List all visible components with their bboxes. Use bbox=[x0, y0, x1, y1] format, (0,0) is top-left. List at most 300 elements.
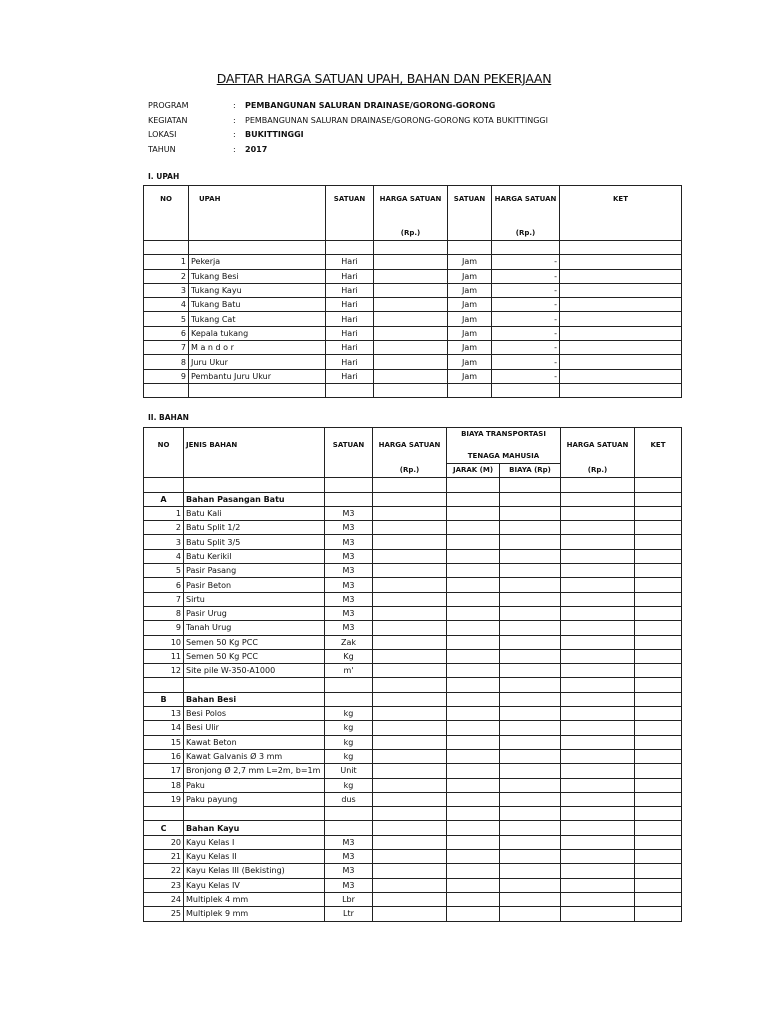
table-cell bbox=[144, 383, 189, 397]
table-cell bbox=[373, 621, 447, 635]
table-row bbox=[144, 664, 682, 678]
group-name: Bahan Pasangan Batu bbox=[184, 492, 325, 506]
header-biaya: BIAYA (Rp) bbox=[500, 464, 561, 478]
row-no: 24 bbox=[144, 892, 184, 906]
table-cell bbox=[373, 635, 447, 649]
table-cell bbox=[561, 892, 635, 906]
table-row bbox=[144, 578, 682, 592]
table-cell bbox=[373, 564, 447, 578]
header-upah: UPAH bbox=[189, 186, 326, 213]
table-cell bbox=[561, 707, 635, 721]
row-harga-satuan bbox=[374, 283, 448, 297]
row-satuan: M3 bbox=[325, 878, 373, 892]
table-cell bbox=[635, 621, 682, 635]
table-row bbox=[144, 850, 682, 864]
row-jenis-bahan: Bronjong Ø 2,7 mm L=2m, b=1m bbox=[184, 764, 325, 778]
row-no: 3 bbox=[144, 535, 184, 549]
row-no: 1 bbox=[144, 255, 189, 269]
row-jenis-bahan: Batu Split 3/5 bbox=[184, 535, 325, 549]
row-satuan-2: Jam bbox=[448, 283, 492, 297]
bahan-header-no: NO bbox=[144, 428, 184, 464]
table-cell bbox=[561, 764, 635, 778]
table-cell bbox=[447, 792, 500, 806]
row-no: 8 bbox=[144, 355, 189, 369]
spacer-row bbox=[144, 241, 682, 255]
table-cell bbox=[373, 878, 447, 892]
table-cell bbox=[561, 807, 635, 821]
table-cell bbox=[561, 521, 635, 535]
row-harga-satuan-2: - bbox=[492, 269, 560, 283]
table-cell bbox=[373, 578, 447, 592]
spacer-row bbox=[144, 383, 682, 397]
table-cell bbox=[500, 907, 561, 921]
table-cell bbox=[184, 807, 325, 821]
row-jenis-bahan: Tanah Urug bbox=[184, 621, 325, 635]
table-cell bbox=[500, 564, 561, 578]
row-jenis-bahan: Besi Ulir bbox=[184, 721, 325, 735]
table-cell bbox=[635, 606, 682, 620]
group-code: C bbox=[144, 821, 184, 835]
row-no: 20 bbox=[144, 835, 184, 849]
group-row bbox=[144, 692, 682, 706]
table-row bbox=[144, 521, 682, 535]
table-cell bbox=[325, 492, 373, 506]
row-satuan: M3 bbox=[325, 535, 373, 549]
table-cell bbox=[635, 864, 682, 878]
table-cell bbox=[635, 821, 682, 835]
table-cell bbox=[447, 764, 500, 778]
table-cell bbox=[635, 506, 682, 520]
table-cell bbox=[189, 383, 326, 397]
table-cell bbox=[373, 735, 447, 749]
row-harga-satuan-2: - bbox=[492, 326, 560, 340]
row-no: 4 bbox=[144, 549, 184, 563]
table-cell bbox=[447, 592, 500, 606]
row-satuan: Zak bbox=[325, 635, 373, 649]
table-cell bbox=[635, 892, 682, 906]
row-no: 17 bbox=[144, 764, 184, 778]
row-upah-name: M a n d o r bbox=[189, 341, 326, 355]
table-cell bbox=[447, 521, 500, 535]
row-harga-satuan-2: - bbox=[492, 355, 560, 369]
table-cell bbox=[447, 549, 500, 563]
table-cell bbox=[561, 621, 635, 635]
table-cell bbox=[635, 792, 682, 806]
row-harga-satuan bbox=[374, 298, 448, 312]
row-harga-satuan bbox=[374, 355, 448, 369]
table-cell bbox=[373, 506, 447, 520]
table-cell bbox=[500, 649, 561, 663]
table-row bbox=[144, 735, 682, 749]
table-cell bbox=[447, 621, 500, 635]
header-satuan-2: SATUAN bbox=[448, 186, 492, 213]
row-no: 9 bbox=[144, 621, 184, 635]
row-jenis-bahan: Pasir Pasang bbox=[184, 564, 325, 578]
table-cell bbox=[447, 664, 500, 678]
row-upah-name: Tukang Kayu bbox=[189, 283, 326, 297]
table-cell bbox=[447, 478, 500, 492]
spacer-row bbox=[144, 678, 682, 692]
row-satuan: M3 bbox=[325, 549, 373, 563]
table-row bbox=[144, 506, 682, 520]
table-cell bbox=[373, 907, 447, 921]
table-cell bbox=[500, 578, 561, 592]
table-cell bbox=[373, 492, 447, 506]
table-cell bbox=[500, 764, 561, 778]
table-cell bbox=[325, 678, 373, 692]
bahan-header-rp: (Rp.) bbox=[373, 464, 447, 478]
table-cell bbox=[492, 241, 560, 255]
table-cell bbox=[635, 492, 682, 506]
table-cell bbox=[325, 807, 373, 821]
header-no: NO bbox=[144, 186, 189, 213]
row-harga-satuan-2: - bbox=[492, 341, 560, 355]
table-cell bbox=[325, 478, 373, 492]
table-cell bbox=[373, 692, 447, 706]
table-cell bbox=[373, 864, 447, 878]
row-jenis-bahan: Multiplek 4 mm bbox=[184, 892, 325, 906]
table-cell bbox=[635, 578, 682, 592]
table-cell bbox=[184, 678, 325, 692]
table-cell bbox=[635, 521, 682, 535]
row-no: 23 bbox=[144, 878, 184, 892]
row-harga-satuan-2: - bbox=[492, 283, 560, 297]
group-code: B bbox=[144, 692, 184, 706]
table-cell bbox=[561, 678, 635, 692]
table-cell bbox=[373, 521, 447, 535]
header-ket: KET bbox=[560, 186, 682, 213]
table-row bbox=[144, 592, 682, 606]
table-row bbox=[144, 621, 682, 635]
row-satuan: Hari bbox=[326, 283, 374, 297]
table-cell bbox=[561, 549, 635, 563]
row-jenis-bahan: Multiplek 9 mm bbox=[184, 907, 325, 921]
table-row bbox=[144, 878, 682, 892]
row-no: 22 bbox=[144, 864, 184, 878]
table-cell bbox=[635, 749, 682, 763]
row-no: 13 bbox=[144, 707, 184, 721]
table-cell bbox=[635, 835, 682, 849]
row-satuan: Unit bbox=[325, 764, 373, 778]
table-cell bbox=[447, 707, 500, 721]
table-cell bbox=[492, 383, 560, 397]
table-cell bbox=[561, 635, 635, 649]
table-cell bbox=[635, 907, 682, 921]
row-satuan: M3 bbox=[325, 564, 373, 578]
table-row bbox=[144, 892, 682, 906]
table-cell bbox=[635, 807, 682, 821]
section-title-upah: I. UPAH bbox=[148, 172, 180, 181]
group-row bbox=[144, 492, 682, 506]
table-cell bbox=[635, 735, 682, 749]
table-cell bbox=[635, 664, 682, 678]
table-cell bbox=[447, 821, 500, 835]
row-harga-satuan-2: - bbox=[492, 255, 560, 269]
table-cell bbox=[144, 807, 184, 821]
meta-value: 2017 bbox=[245, 145, 268, 154]
table-row bbox=[144, 298, 682, 312]
bahan-header-satuan: SATUAN bbox=[325, 428, 373, 464]
header-rp-2: (Rp.) bbox=[492, 212, 560, 241]
spacer-row bbox=[144, 478, 682, 492]
row-satuan-2: Jam bbox=[448, 355, 492, 369]
row-satuan: M3 bbox=[325, 835, 373, 849]
table-cell bbox=[447, 807, 500, 821]
row-jenis-bahan: Batu Kerikil bbox=[184, 549, 325, 563]
table-cell bbox=[184, 478, 325, 492]
table-cell bbox=[144, 678, 184, 692]
table-cell bbox=[373, 707, 447, 721]
table-cell bbox=[373, 649, 447, 663]
document-title: DAFTAR HARGA SATUAN UPAH, BAHAN DAN PEKERJAAN bbox=[216, 71, 552, 86]
table-cell bbox=[635, 778, 682, 792]
header-satuan: SATUAN bbox=[326, 186, 374, 213]
table-cell bbox=[500, 749, 561, 763]
row-no: 14 bbox=[144, 721, 184, 735]
header-harga-satuan-2: HARGA SATUAN bbox=[492, 186, 560, 213]
table-cell bbox=[561, 564, 635, 578]
row-no: 7 bbox=[144, 341, 189, 355]
table-cell bbox=[635, 564, 682, 578]
table-row bbox=[144, 649, 682, 663]
table-cell bbox=[500, 635, 561, 649]
table-row bbox=[144, 606, 682, 620]
table-cell bbox=[373, 807, 447, 821]
row-jenis-bahan: Paku payung bbox=[184, 792, 325, 806]
table-cell bbox=[447, 835, 500, 849]
table-cell bbox=[373, 850, 447, 864]
table-cell bbox=[447, 864, 500, 878]
table-cell bbox=[561, 492, 635, 506]
meta-label: KEGIATAN bbox=[148, 116, 188, 125]
row-harga-satuan bbox=[374, 269, 448, 283]
table-cell bbox=[500, 707, 561, 721]
row-ket bbox=[560, 255, 682, 269]
row-no: 3 bbox=[144, 283, 189, 297]
table-cell bbox=[561, 535, 635, 549]
row-harga-satuan bbox=[374, 326, 448, 340]
row-ket bbox=[560, 369, 682, 383]
table-cell bbox=[500, 878, 561, 892]
row-satuan: kg bbox=[325, 778, 373, 792]
table-cell bbox=[447, 749, 500, 763]
table-cell bbox=[447, 678, 500, 692]
row-satuan-2: Jam bbox=[448, 312, 492, 326]
bahan-header-harga-satuan: HARGA SATUAN bbox=[373, 428, 447, 464]
row-upah-name: Juru Ukur bbox=[189, 355, 326, 369]
table-cell bbox=[448, 241, 492, 255]
row-satuan-2: Jam bbox=[448, 326, 492, 340]
table-cell bbox=[561, 606, 635, 620]
table-cell bbox=[447, 578, 500, 592]
table-cell bbox=[447, 635, 500, 649]
row-satuan: M3 bbox=[325, 506, 373, 520]
table-cell bbox=[373, 478, 447, 492]
row-jenis-bahan: Kawat Galvanis Ø 3 mm bbox=[184, 749, 325, 763]
table-cell bbox=[373, 664, 447, 678]
table-row bbox=[144, 326, 682, 340]
meta-separator: : bbox=[233, 145, 236, 154]
meta-value: PEMBANGUNAN SALURAN DRAINASE/GORONG-GORONG bbox=[245, 101, 496, 110]
table-cell bbox=[447, 778, 500, 792]
table-cell bbox=[447, 892, 500, 906]
table-row bbox=[144, 721, 682, 735]
row-jenis-bahan: Kayu Kelas I bbox=[184, 835, 325, 849]
table-cell bbox=[561, 664, 635, 678]
table-cell bbox=[373, 835, 447, 849]
table-cell bbox=[189, 241, 326, 255]
table-row bbox=[144, 864, 682, 878]
row-no: 6 bbox=[144, 326, 189, 340]
row-satuan-2: Jam bbox=[448, 255, 492, 269]
table-cell bbox=[374, 241, 448, 255]
table-cell bbox=[500, 792, 561, 806]
table-row bbox=[144, 749, 682, 763]
table-cell bbox=[500, 892, 561, 906]
table-cell bbox=[144, 478, 184, 492]
table-cell bbox=[635, 692, 682, 706]
table-cell bbox=[500, 850, 561, 864]
header-jarak: JARAK (M) bbox=[447, 464, 500, 478]
table-cell bbox=[561, 721, 635, 735]
table-cell bbox=[635, 707, 682, 721]
row-jenis-bahan: Sirtu bbox=[184, 592, 325, 606]
row-harga-satuan-2: - bbox=[492, 369, 560, 383]
table-cell bbox=[635, 635, 682, 649]
upah-table bbox=[143, 185, 682, 398]
table-cell bbox=[373, 606, 447, 620]
row-jenis-bahan: Batu Kali bbox=[184, 506, 325, 520]
bahan-header-jenis: JENIS BAHAN bbox=[184, 428, 325, 464]
row-no: 2 bbox=[144, 269, 189, 283]
table-cell bbox=[500, 506, 561, 520]
table-cell bbox=[447, 721, 500, 735]
table-cell bbox=[500, 621, 561, 635]
row-ket bbox=[560, 355, 682, 369]
table-cell bbox=[447, 564, 500, 578]
table-cell bbox=[500, 835, 561, 849]
meta-separator: : bbox=[233, 101, 236, 110]
row-harga-satuan bbox=[374, 369, 448, 383]
row-satuan: kg bbox=[325, 721, 373, 735]
table-cell bbox=[373, 592, 447, 606]
table-cell bbox=[326, 241, 374, 255]
table-cell bbox=[500, 778, 561, 792]
row-no: 18 bbox=[144, 778, 184, 792]
row-ket bbox=[560, 269, 682, 283]
table-cell bbox=[500, 478, 561, 492]
table-cell bbox=[373, 821, 447, 835]
group-name: Bahan Kayu bbox=[184, 821, 325, 835]
row-ket bbox=[560, 298, 682, 312]
row-jenis-bahan: Kayu Kelas IV bbox=[184, 878, 325, 892]
bahan-table bbox=[143, 427, 682, 922]
bahan-header-rp-2: (Rp.) bbox=[561, 464, 635, 478]
table-cell bbox=[447, 692, 500, 706]
row-upah-name: Pembantu Juru Ukur bbox=[189, 369, 326, 383]
row-upah-name: Tukang Besi bbox=[189, 269, 326, 283]
table-row bbox=[144, 255, 682, 269]
table-row bbox=[144, 312, 682, 326]
row-satuan: dus bbox=[325, 792, 373, 806]
row-jenis-bahan: Kayu Kelas II bbox=[184, 850, 325, 864]
table-cell bbox=[373, 549, 447, 563]
table-row bbox=[144, 835, 682, 849]
row-no: 19 bbox=[144, 792, 184, 806]
table-cell bbox=[635, 535, 682, 549]
meta-value: BUKITTINGGI bbox=[245, 130, 304, 139]
row-jenis-bahan: Paku bbox=[184, 778, 325, 792]
row-ket bbox=[560, 326, 682, 340]
table-cell bbox=[561, 592, 635, 606]
table-cell bbox=[500, 864, 561, 878]
table-cell bbox=[374, 383, 448, 397]
table-cell bbox=[373, 764, 447, 778]
table-cell bbox=[561, 778, 635, 792]
row-jenis-bahan: Kawat Beton bbox=[184, 735, 325, 749]
table-row bbox=[144, 355, 682, 369]
table-cell bbox=[500, 735, 561, 749]
table-cell bbox=[373, 778, 447, 792]
row-satuan: Hari bbox=[326, 298, 374, 312]
bahan-header-harga-satuan-2: HARGA SATUAN bbox=[561, 428, 635, 464]
row-satuan: m' bbox=[325, 664, 373, 678]
row-no: 8 bbox=[144, 606, 184, 620]
row-satuan: M3 bbox=[325, 606, 373, 620]
row-satuan: Hari bbox=[326, 355, 374, 369]
header-biaya-transportasi: BIAYA TRANSPORTASI bbox=[461, 430, 546, 438]
table-cell bbox=[635, 549, 682, 563]
row-harga-satuan bbox=[374, 341, 448, 355]
table-row bbox=[144, 283, 682, 297]
row-harga-satuan-2: - bbox=[492, 312, 560, 326]
table-cell bbox=[373, 892, 447, 906]
table-row bbox=[144, 764, 682, 778]
row-jenis-bahan: Pasir Beton bbox=[184, 578, 325, 592]
section-title-bahan: II. BAHAN bbox=[148, 413, 189, 422]
table-cell bbox=[561, 749, 635, 763]
table-cell bbox=[448, 383, 492, 397]
row-satuan: M3 bbox=[325, 850, 373, 864]
table-cell bbox=[447, 535, 500, 549]
row-no: 9 bbox=[144, 369, 189, 383]
table-row bbox=[144, 535, 682, 549]
table-cell bbox=[561, 692, 635, 706]
table-row bbox=[144, 369, 682, 383]
table-cell bbox=[500, 592, 561, 606]
table-cell bbox=[447, 850, 500, 864]
row-satuan-2: Jam bbox=[448, 341, 492, 355]
table-cell bbox=[500, 549, 561, 563]
meta-separator: : bbox=[233, 130, 236, 139]
table-cell bbox=[635, 649, 682, 663]
table-cell bbox=[447, 606, 500, 620]
row-jenis-bahan: Besi Polos bbox=[184, 707, 325, 721]
bahan-header-ket: KET bbox=[635, 428, 682, 464]
header-harga-satuan: HARGA SATUAN bbox=[374, 186, 448, 213]
meta-value: PEMBANGUNAN SALURAN DRAINASE/GORONG-GORONG KOTA BUKITTINGGI bbox=[245, 116, 548, 125]
table-cell bbox=[500, 492, 561, 506]
table-cell bbox=[373, 678, 447, 692]
table-cell bbox=[325, 821, 373, 835]
row-ket bbox=[560, 341, 682, 355]
table-row bbox=[144, 635, 682, 649]
table-cell bbox=[144, 241, 189, 255]
row-no: 15 bbox=[144, 735, 184, 749]
group-code: A bbox=[144, 492, 184, 506]
row-jenis-bahan: Site pile W-350-A1000 bbox=[184, 664, 325, 678]
table-cell bbox=[373, 792, 447, 806]
